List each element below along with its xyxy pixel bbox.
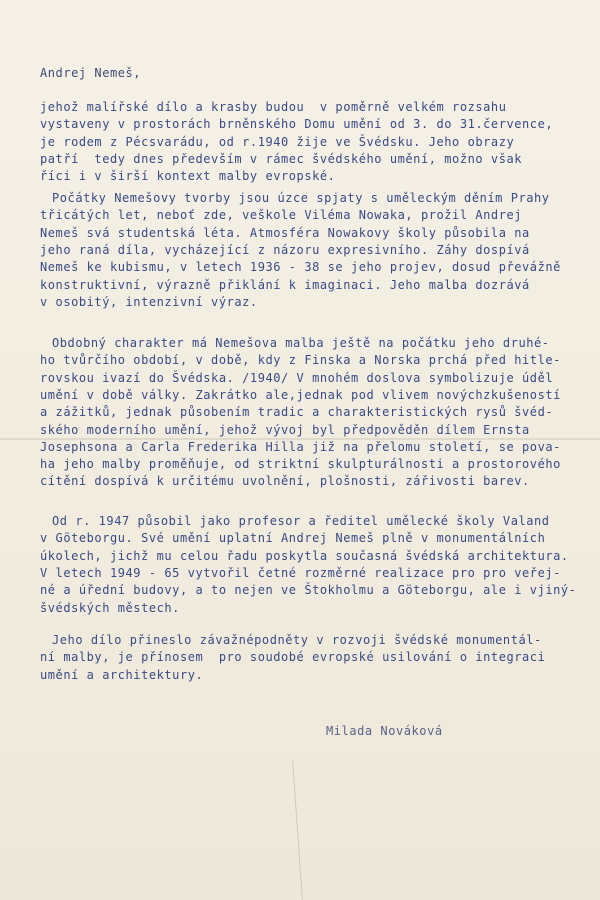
paragraph-line: Počátky Nemešovy tvorby jsou úzce spjaty s uměleckým děním Prahy bbox=[52, 191, 550, 205]
paragraph-line: patří tedy dnes především v rámec švédského umění, možno však bbox=[40, 152, 523, 166]
paragraph-line: konstruktivní, výrazně přiklání k imaginaci. Jeho malba dozrává bbox=[40, 278, 530, 292]
paragraph-line: Obdobný charakter má Nemešova malba ještě na počátku jeho druhé- bbox=[52, 336, 550, 350]
paragraph-line: úkolech, jichž mu celou řadu poskytla současná švédská architektura. bbox=[40, 549, 569, 563]
paragraph-line: Nemeš svá studentská léta. Atmosféra Nowakovy školy působila na bbox=[40, 226, 530, 240]
paragraph-line: né a úřední budovy, a to nejen ve Štokholmu a Göteborgu, ale i vjiný- bbox=[40, 583, 577, 597]
letter-signature: Milada Nováková bbox=[326, 724, 443, 738]
paragraph-line: ského moderního umění, jehož vývoj byl předpověděn dílem Ernsta bbox=[40, 423, 530, 437]
paragraph-line: švédských městech. bbox=[40, 601, 180, 615]
paragraph-line: říci i v širší kontext malby evropské. bbox=[40, 169, 336, 183]
paragraph-line: třicátých let, neboť zde, veškole Viléma Nowaka, prožil Andrej bbox=[40, 208, 523, 222]
paragraph-line: jehož malířské dílo a krasby budou v poměrně velkém rozsahu bbox=[40, 100, 507, 114]
paragraph-line: umění a architektury. bbox=[40, 668, 204, 682]
paragraph-line: ha jeho malby proměňuje, od striktní skulpturálnosti a prostorového bbox=[40, 457, 561, 471]
paragraph-line: vystaveny v prostorách brněnského Domu umění od 3. do 31.července, bbox=[40, 117, 554, 131]
paragraph-line: v Göteborgu. Své umění uplatní Andrej Nemeš plně v monumentálních bbox=[40, 531, 546, 545]
paragraph-line: v osobitý, intenzivní výraz. bbox=[40, 295, 258, 309]
paragraph-line: ho tvůrčího období, v době, kdy z Finska a Norska prchá před hitle- bbox=[40, 353, 561, 367]
letter-salutation: Andrej Nemeš, bbox=[40, 66, 142, 80]
paragraph-line: Josephsona a Carla Frederika Hilla již na přelomu století, se pova- bbox=[40, 440, 561, 454]
paragraph-line: ní malby, je přínosem pro soudobé evropské usilování o integraci bbox=[40, 650, 546, 664]
paragraph-line: Jeho dílo přineslo závažnépodněty v rozvoji švédské monumentál- bbox=[52, 633, 542, 647]
paragraph-line: a zážitků, jednak působením tradic a charakteristických rysů švéd- bbox=[40, 405, 554, 419]
paragraph-line: jeho raná díla, vycházející z názoru expresivního. Záhy dospívá bbox=[40, 243, 530, 257]
paragraph-line: rovskou ivazí do Švédska. /1940/ V mnohém doslova symbolizuje úděl bbox=[40, 371, 554, 385]
paragraph-line: je rodem z Pécsvarádu, od r.1940 žije ve Švédsku. Jeho obrazy bbox=[40, 135, 515, 149]
paragraph-line: Od r. 1947 působil jako profesor a ředitel umělecké školy Valand bbox=[52, 514, 550, 528]
paragraph-line: Nemeš ke kubismu, v letech 1936 - 38 se jeho projev, dosud převážně bbox=[40, 260, 561, 274]
paragraph-line: umění v době války. Zakrátko ale,jednak pod vlivem novýchzkušeností bbox=[40, 388, 561, 402]
paragraph-line: cítění dospívá k určitému uvolnění, plošnosti, zářivosti barev. bbox=[40, 474, 530, 488]
paragraph-line: V letech 1949 - 65 vytvořil četné rozměrné realizace pro pro veřej- bbox=[40, 566, 561, 580]
